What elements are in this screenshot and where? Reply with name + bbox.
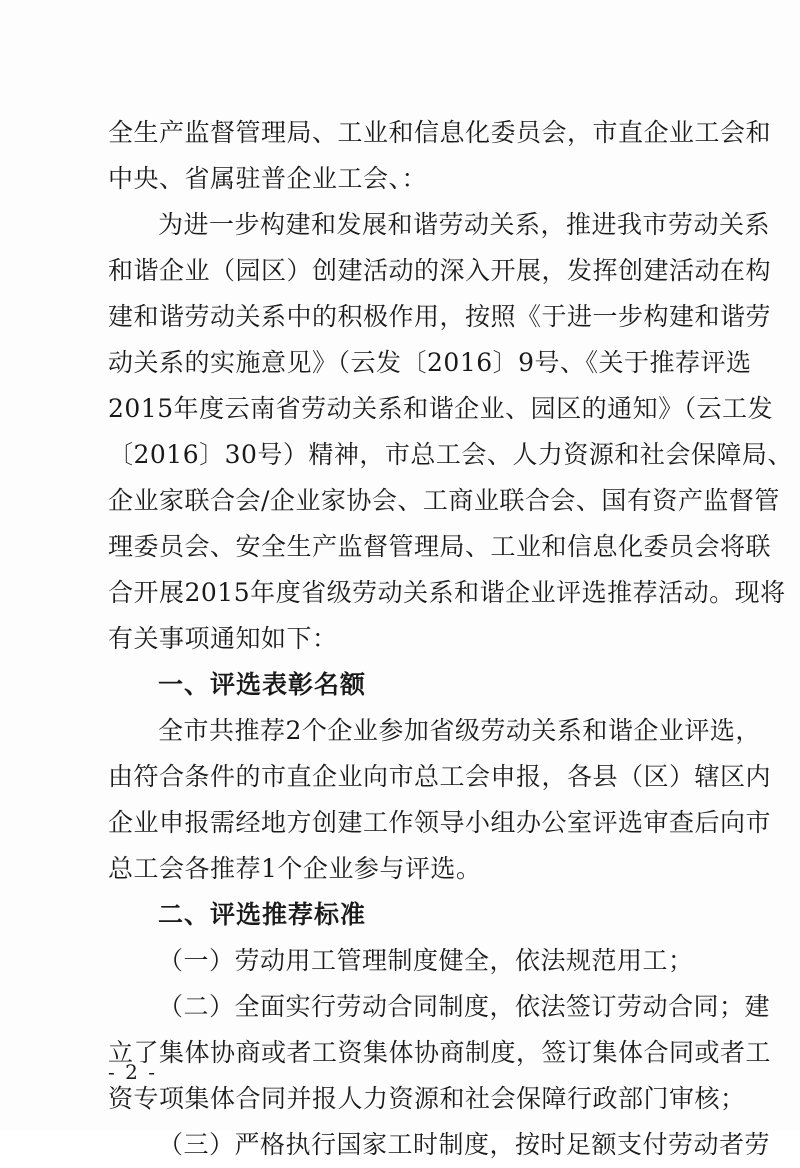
text-line: 〔2016〕30号）精神，市总工会、人力资源和社会保障局、 bbox=[108, 440, 793, 469]
text-line: 为进一步构建和发展和谐劳动关系，推进我市劳动关系 bbox=[158, 210, 771, 239]
text-line: 动关系的实施意见》（云发〔2016〕9号、《关于推荐评选 bbox=[108, 348, 752, 377]
text-line: 立了集体协商或者工资集体协商制度，签订集体合同或者工 bbox=[108, 1038, 772, 1067]
text-line: 有关事项通知如下： bbox=[108, 624, 338, 653]
text-line: 建和谐劳动关系中的积极作用，按照《于进一步构建和谐劳 bbox=[108, 302, 772, 331]
text-line: 2015年度云南省劳动关系和谐企业、园区的通知》（云工发 bbox=[108, 394, 774, 423]
section-heading-1: 一、评选表彰名额 bbox=[158, 670, 367, 699]
text-line: 总工会各推荐1个企业参与评选。 bbox=[108, 854, 482, 883]
text-line: 理委员会、安全生产监督管理局、工业和信息化委员会将联 bbox=[108, 532, 772, 561]
text-line: 企业申报需经地方创建工作领导小组办公室评选审查后向市 bbox=[108, 808, 772, 837]
text-line: （一）劳动用工管理制度健全，依法规范用工； bbox=[158, 946, 694, 975]
text-line: （二）全面实行劳动合同制度，依法签订劳动合同；建 bbox=[158, 992, 771, 1021]
document-body bbox=[108, 110, 793, 1168]
text-line: 企业家联合会/企业家协会、工商业联合会、国有资产监督管 bbox=[108, 486, 780, 515]
text-line: 资专项集体合同并报人力资源和社会保障行政部门审核； bbox=[108, 1084, 746, 1113]
text-line: （三）严格执行国家工时制度，按时足额支付劳动者劳 bbox=[158, 1130, 771, 1159]
text-line: 全市共推荐2个企业参加省级劳动关系和谐企业评选， bbox=[158, 716, 761, 745]
text-line: 全生产监督管理局、工业和信息化委员会，市直企业工会和 bbox=[108, 118, 772, 147]
page-number: - 2 - bbox=[108, 1060, 157, 1084]
section-heading-2: 二、评选推荐标准 bbox=[158, 900, 367, 929]
text-line: 由符合条件的市直企业向市总工会申报，各县（区）辖区内 bbox=[108, 762, 772, 791]
text-line: 合开展2015年度省级劳动关系和谐企业评选推荐活动。现将 bbox=[108, 578, 786, 607]
text-line: 中央、省属驻普企业工会、： bbox=[108, 164, 428, 193]
text-line: 和谐企业（园区）创建活动的深入开展，发挥创建活动在构 bbox=[108, 256, 772, 285]
